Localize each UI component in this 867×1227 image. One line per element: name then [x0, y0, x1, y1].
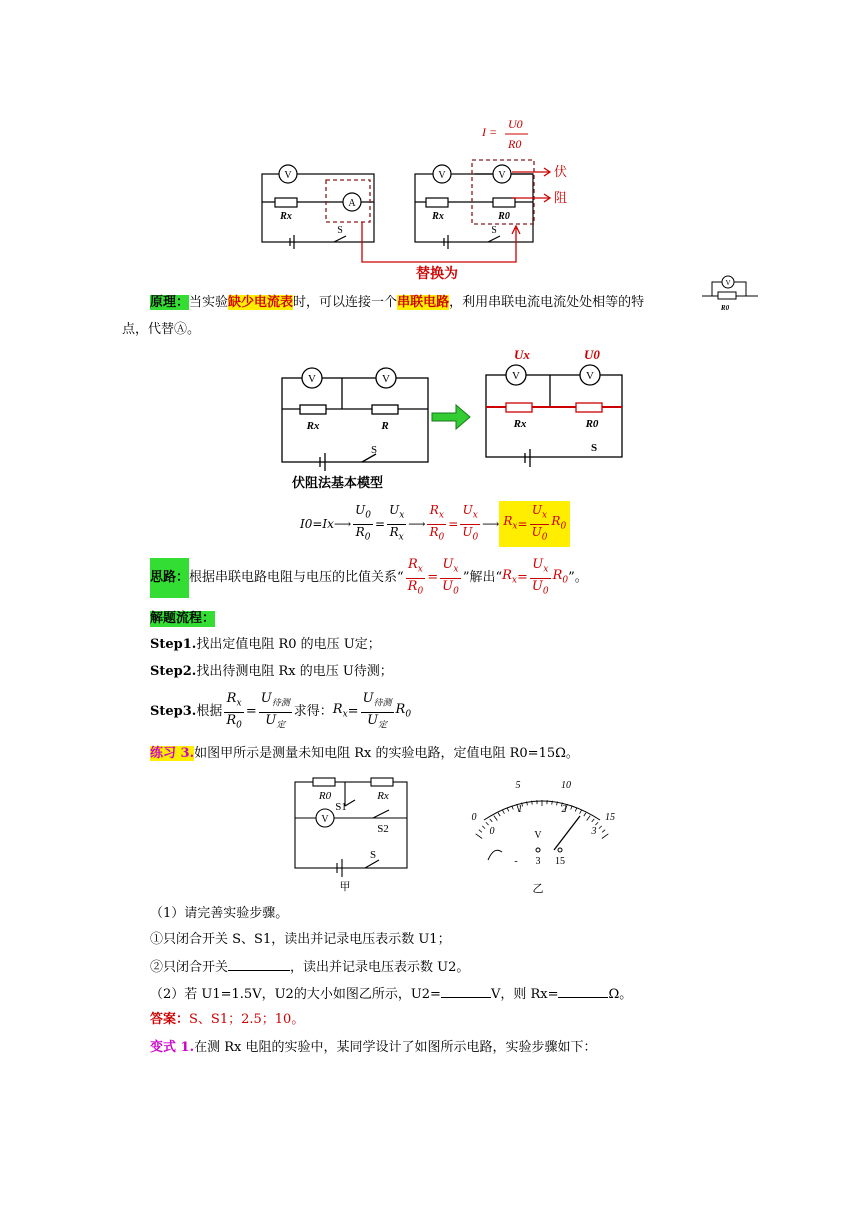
variant-1: 变式 1.在测 Rx 电阻的实验中，某同学设计了如图所示电路，实验步骤如下：: [150, 1040, 597, 1055]
exercise-3: 练习 3.如图甲所示是测量未知电阻 Rx 的实验电路，定值电阻 R0=15Ω。: [150, 746, 579, 761]
svg-text:1: 1: [517, 804, 523, 815]
svg-text:V: V: [498, 170, 506, 181]
svg-text:R0: R0: [498, 211, 510, 222]
svg-text:阻: 阻: [554, 190, 568, 205]
svg-text:S2: S2: [377, 823, 389, 835]
svg-text:S: S: [369, 849, 377, 861]
scale-tick: [602, 834, 608, 839]
principle-line-2: 点，代替Ⓐ。: [122, 322, 201, 337]
svg-text:R0: R0: [318, 790, 332, 802]
scale-tick: [599, 826, 602, 829]
scale-tick: [507, 808, 509, 812]
scale-tick: [575, 808, 577, 812]
highlight-series-circuit: 串联电路: [397, 295, 450, 310]
svg-text:5: 5: [515, 780, 521, 791]
svg-text:替换为: 替换为: [416, 267, 458, 282]
principle-side-figure: [700, 272, 760, 316]
svg-text:甲: 甲: [339, 881, 351, 893]
svg-text:V: V: [534, 830, 542, 841]
svg-text:S: S: [491, 225, 497, 236]
svg-text:V: V: [308, 373, 316, 385]
svg-text:S: S: [370, 444, 378, 456]
flow-label: 解题流程：: [150, 611, 216, 626]
svg-text:V: V: [382, 373, 390, 385]
step3: Step3. 根据 $\frac{R_x}{R_0}$ = $\frac{U_{待测}}{U_定}$ 求得： $R_x$ = $\frac{U_{待测}}{U_定}$ $R_0$: [150, 690, 412, 731]
exercise-label: 练习 3.: [150, 746, 195, 761]
scale-tick: [482, 826, 485, 829]
q1-a: ①只闭合开关 S、S1，读出并记录电压表示数 U1；: [150, 932, 451, 947]
blank-u2[interactable]: [441, 985, 491, 998]
svg-text:V: V: [321, 814, 329, 825]
svg-text:伏阻法基本模型: 伏阻法基本模型: [292, 475, 384, 490]
scale-tick: [502, 810, 504, 814]
principle-line-1: 原理：当实验缺少电流表时，可以连接一个串联电路，利用串联电流电流处处相等的特: [150, 295, 645, 310]
highlight-no-ammeter: 缺少电流表: [228, 295, 294, 310]
scale-tick: [602, 830, 605, 833]
svg-text:R0: R0: [720, 304, 730, 312]
thinking-label: 思路：: [150, 558, 189, 598]
svg-text:Rx: Rx: [377, 790, 389, 802]
step2: Step2.找出待测电阻 Rx 的电压 U待测；: [150, 664, 393, 679]
svg-text:Rx: Rx: [432, 211, 444, 222]
q2: （2）若 U1=1.5V，U2的大小如图乙所示，U2= V，则 Rx= Ω。: [150, 987, 633, 1002]
svg-text:伏: 伏: [554, 164, 568, 179]
q1: （1）请完善实验步骤。: [150, 906, 289, 921]
blank-rx[interactable]: [558, 985, 608, 998]
svg-text:V: V: [512, 370, 520, 382]
top-circuit-figure: [250, 112, 590, 282]
svg-text:0: 0: [489, 826, 495, 837]
scale-tick: [580, 810, 582, 814]
svg-text:15: 15: [555, 856, 565, 867]
scale-tick: [592, 819, 595, 822]
thinking-line: 思路： 根据串联电路电阻与电压的比值关系“ $\frac{R_x}{R_0}$ = $\frac{U_x}{U_0}$ ”解出“ $R_x$ = $\frac{U_x}{U_0}$ $R_0$ ”。: [150, 556, 588, 597]
derivation-result: $R_x$ = $\frac{U_x}{U_0}$ $R_0$: [499, 501, 570, 547]
model-figure: [270, 345, 640, 495]
scale-tick: [476, 834, 482, 839]
variant-label: 变式 1.: [150, 1040, 195, 1055]
svg-text:S: S: [337, 225, 343, 236]
svg-text:Rx: Rx: [280, 211, 292, 222]
scale-tick: [494, 816, 498, 821]
scale-tick: [490, 819, 493, 822]
scale-tick: [479, 830, 482, 833]
svg-text:3: 3: [591, 826, 597, 837]
svg-text:V: V: [438, 170, 446, 181]
figure-yi-voltmeter: [462, 772, 622, 896]
figure-jia: [285, 772, 415, 894]
scale-tick: [498, 813, 500, 816]
svg-text:0: 0: [471, 812, 477, 823]
svg-text:15: 15: [605, 812, 615, 823]
svg-text:10: 10: [561, 780, 571, 791]
scale-tick: [595, 822, 598, 825]
scale-tick: [584, 813, 586, 816]
svg-text:V: V: [586, 370, 594, 382]
svg-text:U0: U0: [508, 117, 523, 131]
scale-tick: [587, 816, 591, 821]
svg-text:V: V: [284, 170, 292, 181]
scale-tick: [532, 801, 533, 805]
principle-label: 原理：: [150, 295, 190, 310]
svg-text:Rx: Rx: [306, 420, 320, 432]
answer: 答案：S、S1；2.5；10。: [150, 1012, 305, 1027]
svg-text:A: A: [348, 198, 356, 209]
svg-text:R0: R0: [508, 137, 522, 151]
svg-text:3: 3: [535, 856, 541, 867]
svg-text:U0: U0: [584, 347, 600, 362]
svg-text:S: S: [590, 442, 598, 454]
svg-text:2: 2: [561, 804, 567, 815]
svg-text:R: R: [381, 420, 389, 432]
derivation-chain: I0=Ix ⟶ $\frac{U_0}{R_0}$ = $\frac{U_x}{R_x}$ ⟶ $\frac{R_x}{R_0}$ = $\frac{U_x}{U_0}$ ⟶ $R_x$ = $\frac{U_x}{U_0}$ $R_0$: [300, 502, 570, 546]
scale-tick: [552, 801, 553, 805]
step1: Step1.找出定值电阻 R0 的电压 U定；: [150, 637, 381, 652]
svg-text:S1: S1: [335, 801, 347, 813]
svg-text:R0: R0: [585, 418, 599, 430]
svg-text:I =: I =: [482, 125, 498, 139]
svg-text:Rx: Rx: [513, 418, 527, 430]
q1-b: ②只闭合开关 ，读出并记录电压表示数 U2。: [150, 960, 470, 975]
blank-switch[interactable]: [228, 958, 290, 971]
svg-text:Ux: Ux: [514, 347, 530, 362]
svg-text:乙: 乙: [532, 883, 544, 895]
svg-text:V: V: [725, 279, 731, 287]
scale-tick: [486, 822, 489, 825]
svg-text:-: -: [514, 856, 518, 867]
